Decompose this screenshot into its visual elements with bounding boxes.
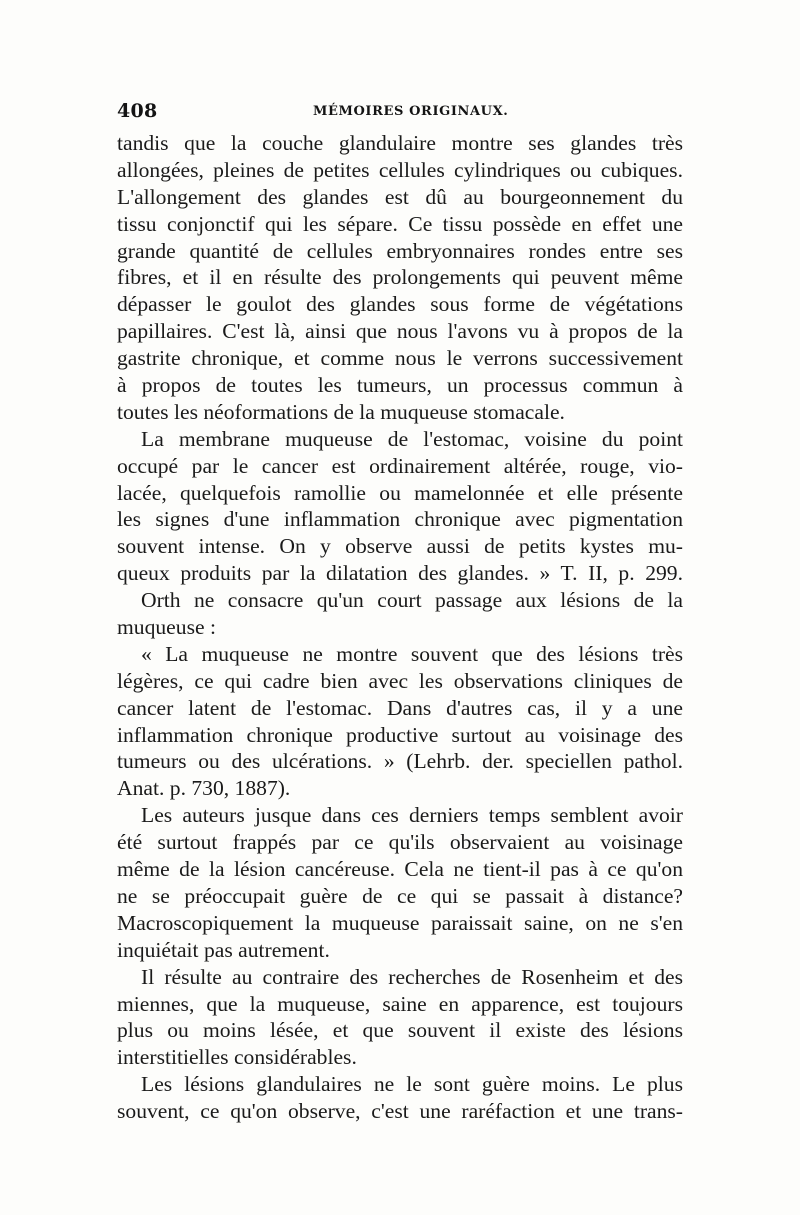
text-line: muqueuse :	[117, 615, 216, 640]
text-line: tissu conjonctif qui les sépare. Ce tissu possède en effet une	[117, 211, 683, 236]
text-line: dépasser le goulot des glandes sous forme de végétations	[117, 292, 683, 317]
text-line: interstitielles considérables.	[117, 1045, 357, 1070]
text-line: occupé par le cancer est ordinairement altérée, rouge, vio-	[117, 453, 683, 478]
text-line: ne se préoccupait guère de ce qui se passait à distance?	[117, 883, 683, 908]
text-line: inquiétait pas autrement.	[117, 937, 330, 962]
text-line: plus ou moins lésée, et que souvent il existe des lésions	[117, 1018, 683, 1043]
text-line: lacée, quelquefois ramollie ou mamelonnée et elle présente	[117, 480, 683, 505]
text-line: fibres, et il en résulte des prolongements qui peuvent même	[117, 265, 683, 290]
text-line: cancer latent de l'estomac. Dans d'autres cas, il y a une	[117, 695, 683, 720]
body-text	[117, 130, 683, 1125]
text-line: allongées, pleines de petites cellules cylindriques ou cubiques.	[117, 157, 683, 182]
text-line: miennes, que la muqueuse, saine en apparence, est toujours	[117, 991, 683, 1016]
running-title: MÉMOIRES ORIGINAUX.	[313, 104, 509, 119]
text-line: « La muqueuse ne montre souvent que des lésions très	[141, 641, 683, 666]
text-line: légères, ce qui cadre bien avec les observations cliniques de	[117, 668, 683, 693]
text-line: souvent, ce qu'on observe, c'est une raréfaction et une trans-	[117, 1099, 683, 1124]
text-line: souvent intense. On y observe aussi de petits kystes mu-	[117, 534, 683, 559]
text-line: tumeurs ou des ulcérations. » (Lehrb. der. speciellen pathol.	[117, 749, 683, 774]
page-number: 408	[117, 100, 158, 122]
text-line: même de la lésion cancéreuse. Cela ne tient-il pas à ce qu'on	[117, 857, 683, 882]
text-line: à propos de toutes les tumeurs, un processus commun à	[117, 373, 683, 398]
text-line: La membrane muqueuse de l'estomac, voisine du point	[141, 426, 683, 451]
text-line: L'allongement des glandes est dû au bourgeonnement du	[117, 184, 683, 209]
text-line: Les lésions glandulaires ne le sont guère moins. Le plus	[141, 1072, 683, 1097]
text-line: été surtout frappés par ce qu'ils observaient au voisinage	[117, 830, 683, 855]
text-line: tandis que la couche glandulaire montre ses glandes très	[117, 131, 683, 155]
text-line: Anat. p. 730, 1887).	[117, 776, 291, 801]
text-line: grande quantité de cellules embryonnaires rondes entre ses	[117, 238, 683, 263]
page-header	[117, 100, 683, 126]
text-line: Il résulte au contraire des recherches de Rosenheim et des	[141, 964, 683, 989]
text-line: Macroscopiquement la muqueuse paraissait saine, on ne s'en	[117, 910, 683, 935]
text-line: Orth ne consacre qu'un court passage aux lésions de la	[141, 588, 683, 613]
text-line: les signes d'une inflammation chronique avec pigmentation	[117, 507, 683, 532]
text-line: toutes les néoformations de la muqueuse stomacale.	[117, 399, 565, 424]
text-line: inflammation chronique productive surtout au voisinage des	[117, 722, 683, 747]
text-line: gastrite chronique, et comme nous le verrons successivement	[117, 346, 683, 371]
text-line: papillaires. C'est là, ainsi que nous l'avons vu à propos de la	[117, 319, 683, 344]
text-line: queux produits par la dilatation des glandes. » T. II, p. 299.	[117, 561, 683, 586]
text-line: Les auteurs jusque dans ces derniers temps semblent avoir	[141, 803, 683, 828]
